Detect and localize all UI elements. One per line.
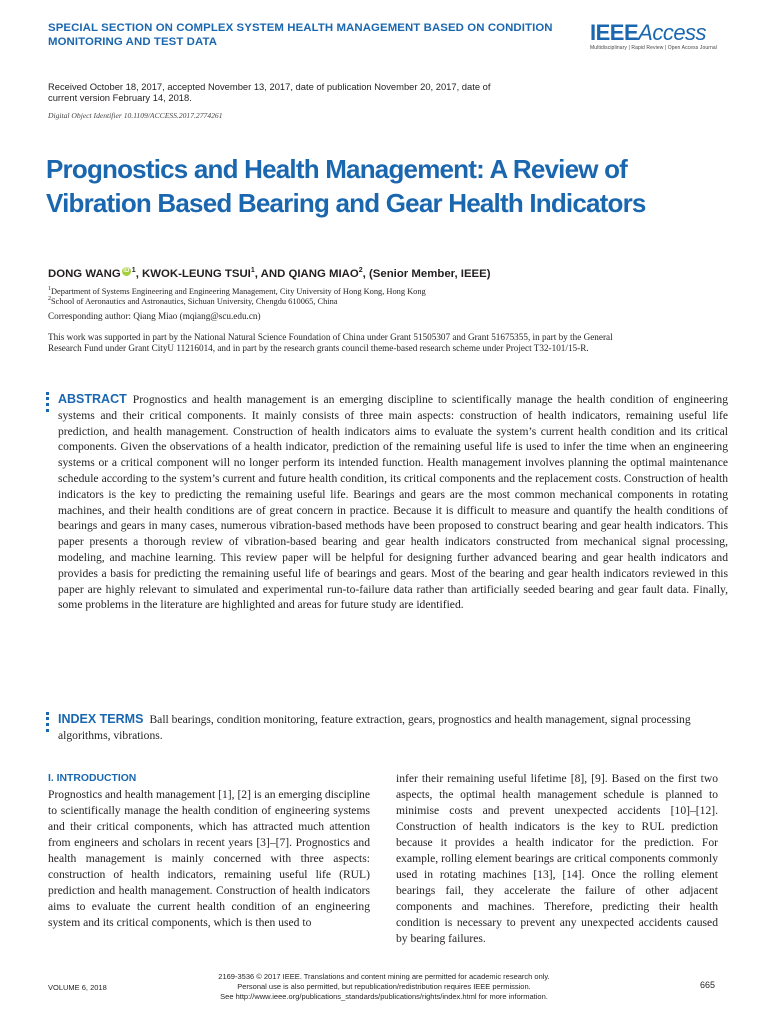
logo-access-text: Access [638, 20, 707, 45]
corresponding-author: Corresponding author: Qiang Miao (mqiang@scu.edu.cn) [48, 311, 261, 321]
special-section-title: SPECIAL SECTION ON COMPLEX SYSTEM HEALTH MANAGEMENT BASED ON CONDITION MONITORING AND TEST DATA [48, 22, 553, 48]
affiliation-text: School of Aeronautics and Astronautics, Sichuan University, Chengdu 610065, China [51, 296, 338, 306]
author-affil-sup: 1 [131, 267, 136, 274]
index-terms-text: Ball bearings, condition monitoring, feature extraction, gears, prognostics and health management, signal processing algorithms, vibrations. [58, 713, 691, 742]
affiliation-number: 2 [48, 296, 51, 302]
copyright-link[interactable]: See http://www.ieee.org/publications_standards/publications/rights/index.html for more information. [220, 992, 548, 1001]
footer-copyright [180, 972, 588, 1002]
intro-column-right: infer their remaining useful lifetime [8], [9]. Based on the first two aspects, the optimal health management schedule is planned to minimise costs and prevent unexpected accidents [10]–[12]. Construction of health indicators is the key to RUL prediction because it provides a health indicator for the prediction. For example, rolling element bearings are critical components commonly used in rotating machines [13], [14]. Once the rolling element bearings fail, they accelerate the failure of other adjacent components and machines. Therefore, predicting their health condition is necessary to prevent any unexpected accidents caused by bearing failures. [396, 772, 718, 945]
intro-column-left: Prognostics and health management [1], [2] is an emerging discipline to scientifically manage the health condition of engineering systems and their critical components, which has attracted much attention from engineers and scholars in recent years [3]–[7]. Prognostics and health management is mainly concerned with three aspects: construction of health indicators, remaining useful life (RUL) prediction and health management. Construction of health indicators aims to evaluate the current health condition of an engineering system and its critical components, which is then used to [48, 788, 370, 929]
abstract-label: ABSTRACT [58, 392, 127, 406]
ieee-access-logo [590, 20, 722, 56]
affiliation-2 [48, 296, 338, 306]
logo-tagline: Multidisciplinary | Rapid Review | Open Access Journal [590, 45, 717, 51]
index-terms-label: INDEX TERMS [58, 712, 144, 726]
author-affil-sup: 1 [250, 267, 255, 274]
author-miao: , AND QIANG MIAO [254, 267, 359, 280]
author-affil-sup: 2 [358, 267, 363, 274]
author-list [48, 267, 728, 280]
affiliation-text: Department of Systems Engineering and Engineering Management, City University of Hong Kong, Hong Kong [51, 286, 426, 296]
author-tsui: , KWOK-LEUNG TSUI [135, 267, 251, 280]
footer-volume: VOLUME 6, 2018 [48, 983, 107, 992]
index-terms-marker-icon [46, 712, 53, 732]
index-terms [58, 712, 728, 744]
paper-title: Prognostics and Health Management: A Review of Vibration Based Bearing and Gear Health Indicators [46, 154, 646, 218]
funding-note: This work was supported in part by the National Natural Science Foundation of China under Grant 51505307 and Grant 51675355, in part by the General Research Fund under Grant CityU 11216014, and in part by the research grants council theme-based research scheme under Project T32-101/15-R. [48, 332, 613, 354]
copyright-line: 2169-3536 © 2017 IEEE. Translations and content mining are permitted for academic research only. [218, 972, 550, 981]
received-dates: Received October 18, 2017, accepted November 13, 2017, date of publication November 20, 2017, date of current version February 14, 2018. [48, 81, 491, 104]
section-heading-introduction: I. INTRODUCTION [48, 773, 137, 784]
author-dong-wang: DONG WANG [48, 267, 121, 280]
author-membership: , (Senior Member, IEEE) [362, 267, 491, 280]
copyright-line: Personal use is also permitted, but republication/redistribution requires IEEE permission. [237, 982, 531, 991]
page-number: 665 [700, 980, 716, 990]
abstract-marker-icon [46, 392, 53, 412]
abstract [58, 392, 728, 613]
orcid-icon[interactable]: iD [123, 268, 130, 274]
affiliation-number: 1 [48, 286, 51, 292]
affiliation-1 [48, 286, 426, 296]
abstract-text: Prognostics and health management is an emerging discipline to scientifically manage the health condition of engineering systems and their critical components. It mainly consists of three main aspects: construction of health indicators, remaining useful life prediction, and health management. Construction of health indicators aims to evaluate the system’s current health condition and its critical components. Given the observations of a health indicator, prediction of the remaining useful life is used to infer the time when an engineering systems or a critical component will no longer perform its intended function. Health management involves planning the optimal maintenance schedule according to the system’s current and future health condition, its critical components and the replacement costs. Construction of health indicators is the key to predicting the remaining useful life. Bearings and gears are the most common mechanical components in rotating machines, and their health conditions are of great concern in practice. Because it is difficult to measure and quantify the health conditions of bearings and gears in many cases, numerous vibration-based methods have been proposed to construct bearing and gear health indicators. This paper presents a thorough review of vibration-based bearing and gear health indicators constructed from mechanical signal processing, modeling, and machine learning. This review paper will be helpful for designing further advanced bearing and gear health indicators and provides a basis for predicting the remaining useful life of bearings and gears. Most of the bearing and gear health indicators reviewed in this paper are highly relevant to simulated and experimental run-to-failure data rather than artificially seeded bearing and gear fault data. Finally, some problems in the literature are highlighted and areas for future study are identified. [58, 393, 728, 612]
doi: Digital Object Identifier 10.1109/ACCESS.2017.2774261 [48, 111, 223, 120]
logo-ieee-text: IEEE [590, 20, 639, 45]
